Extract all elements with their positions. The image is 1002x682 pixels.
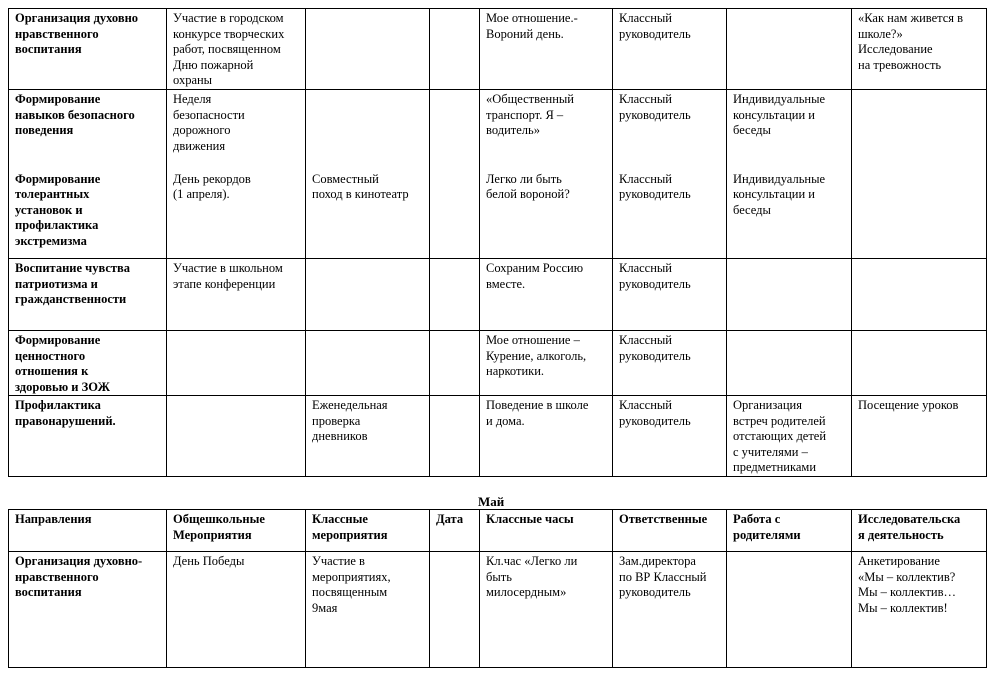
- cell-text-line: отношения к: [15, 364, 89, 378]
- cell-date: [430, 259, 480, 331]
- cell-text-line: воспитания: [15, 585, 82, 599]
- cell-research: [852, 396, 987, 477]
- cell-text-line: патриотизма и: [15, 276, 98, 291]
- header-date: [430, 510, 480, 552]
- cell-parents: [727, 259, 852, 331]
- cell-text-line: Формирование: [15, 333, 101, 347]
- cell-research: [852, 552, 987, 668]
- cell-text-line: белой вороной?: [486, 187, 570, 201]
- cell-text-line: школе?»: [858, 26, 903, 41]
- cell-text-line: Классный: [619, 261, 672, 275]
- cell-responsible: [613, 331, 727, 396]
- cell-class-events: [306, 170, 430, 259]
- cell-text-line: этапе конференции: [173, 276, 276, 291]
- cell-text-line: Дню пожарной: [173, 57, 254, 72]
- cell-text-line: руководитель: [619, 413, 691, 428]
- header-parents: [727, 510, 852, 552]
- cell-text-line: Классные: [312, 512, 368, 526]
- cell-text-line: Сохраним Россию: [486, 261, 584, 275]
- cell-text-line: Совместный: [312, 171, 379, 186]
- cell-class-events: [306, 552, 430, 668]
- cell-text-line: Организация: [733, 398, 802, 412]
- cell-school-events: [167, 552, 306, 668]
- plan-table-april: [8, 8, 987, 477]
- cell-text-line: Посещение уроков: [858, 398, 959, 412]
- cell-text-line: Направления: [15, 512, 92, 526]
- cell-text-line: ценностного: [15, 348, 86, 363]
- header-class-events: [306, 510, 430, 552]
- cell-text-line: наркотики.: [486, 364, 545, 378]
- cell-direction: [9, 9, 167, 90]
- cell-text-line: Легко ли быть: [486, 171, 562, 186]
- cell-class-events: [306, 331, 430, 396]
- cell-responsible: [613, 9, 727, 90]
- cell-text-line: проверка: [312, 413, 361, 428]
- cell-text-line: Общешкольные: [173, 512, 265, 526]
- cell-text-line: руководитель: [619, 276, 691, 291]
- cell-text-line: Профилактика: [15, 398, 101, 412]
- cell-text-line: беседы: [733, 202, 771, 217]
- cell-text-line: толерантных: [15, 187, 90, 201]
- cell-text-line: по ВР Классный: [619, 569, 707, 584]
- cell-school-events: [167, 90, 306, 170]
- cell-school-events: [167, 259, 306, 331]
- cell-text-line: Классный: [619, 92, 672, 106]
- cell-date: [430, 396, 480, 477]
- cell-text-line: Формирование: [15, 92, 101, 106]
- cell-date: [430, 9, 480, 90]
- cell-research: [852, 259, 987, 331]
- cell-text-line: (1 апреля).: [173, 187, 230, 201]
- cell-text-line: гражданственности: [15, 292, 127, 306]
- table-row: [9, 331, 987, 396]
- cell-direction: [9, 331, 167, 396]
- cell-parents: [727, 331, 852, 396]
- cell-text-line: посвященным: [312, 585, 388, 599]
- cell-text-line: водитель»: [486, 123, 540, 137]
- cell-responsible: [613, 552, 727, 668]
- plan-table-may: [8, 509, 987, 668]
- cell-text-line: установок и: [15, 202, 83, 217]
- cell-text-line: безопасности: [173, 107, 245, 122]
- cell-class-events: [306, 90, 430, 170]
- plan-table-april-body: [9, 9, 987, 477]
- plan-table-may-header: [9, 510, 987, 552]
- month-caption: Май: [478, 494, 505, 509]
- cell-text-line: конкурсе творческих: [173, 26, 285, 41]
- cell-text-line: Мы – коллектив…: [858, 585, 957, 599]
- cell-text-line: поведения: [15, 123, 74, 137]
- cell-text-line: руководитель: [619, 26, 691, 41]
- cell-class-events: [306, 259, 430, 331]
- cell-text-line: охраны: [173, 73, 213, 87]
- cell-class-hours: [480, 396, 613, 477]
- cell-text-line: Классный: [619, 171, 672, 186]
- cell-text-line: нравственного: [15, 26, 99, 41]
- cell-text-line: «Мы – коллектив?: [858, 569, 956, 584]
- header-direction: [9, 510, 167, 552]
- cell-text-line: Участие в: [312, 554, 365, 568]
- table-row: [9, 552, 987, 668]
- cell-direction: [9, 552, 167, 668]
- cell-text-line: мероприятия: [312, 527, 388, 542]
- cell-text-line: транспорт. Я –: [486, 107, 564, 122]
- cell-text-line: работ, посвященном: [173, 42, 281, 56]
- cell-text-line: с учителями –: [733, 444, 808, 459]
- header-responsible: [613, 510, 727, 552]
- cell-text-line: Участие в школьном: [173, 261, 283, 275]
- cell-research: [852, 331, 987, 396]
- cell-text-line: Ответственные: [619, 512, 708, 526]
- cell-text-line: Неделя: [173, 92, 212, 106]
- cell-text-line: Организация духовно: [15, 11, 139, 25]
- cell-text-line: нравственного: [15, 569, 99, 584]
- cell-school-events: [167, 170, 306, 259]
- cell-text-line: Участие в городском: [173, 11, 284, 25]
- plan-table-may-body: [9, 552, 987, 668]
- cell-class-events: [306, 396, 430, 477]
- cell-direction: [9, 396, 167, 477]
- cell-text-line: и дома.: [486, 413, 525, 428]
- cell-text-line: Вороний день.: [486, 26, 564, 41]
- cell-responsible: [613, 259, 727, 331]
- cell-date: [430, 331, 480, 396]
- cell-text-line: здоровью и ЗОЖ: [15, 379, 110, 394]
- cell-class-hours: [480, 90, 613, 170]
- cell-responsible: [613, 396, 727, 477]
- cell-text-line: Кл.час «Легко ли: [486, 554, 578, 568]
- cell-text-line: Мое отношение –: [486, 333, 580, 347]
- cell-text-line: мероприятиях,: [312, 569, 391, 584]
- cell-text-line: экстремизма: [15, 233, 87, 248]
- cell-school-events: [167, 9, 306, 90]
- cell-text-line: руководитель: [619, 107, 691, 122]
- cell-text-line: поход в кинотеатр: [312, 187, 409, 201]
- cell-text-line: Мое отношение.-: [486, 11, 578, 25]
- cell-responsible: [613, 90, 727, 170]
- cell-text-line: консультации и: [733, 107, 815, 122]
- cell-text-line: Еженедельная: [312, 398, 388, 412]
- cell-text-line: Курение, алкоголь,: [486, 348, 587, 363]
- cell-text-line: Классные часы: [486, 512, 574, 526]
- cell-direction: [9, 170, 167, 259]
- cell-text-line: на тревожность: [858, 57, 942, 72]
- cell-parents: [727, 170, 852, 259]
- cell-parents: [727, 552, 852, 668]
- cell-text-line: дорожного: [173, 123, 231, 137]
- cell-parents: [727, 90, 852, 170]
- cell-text-line: руководитель: [619, 348, 691, 363]
- cell-text-line: правонарушений.: [15, 413, 116, 428]
- header-row: [9, 510, 987, 552]
- cell-text-line: дневников: [312, 429, 368, 443]
- cell-text-line: Поведение в школе: [486, 398, 589, 412]
- header-research: [852, 510, 987, 552]
- cell-direction: [9, 259, 167, 331]
- cell-text-line: Мероприятия: [173, 527, 252, 542]
- cell-parents: [727, 9, 852, 90]
- cell-text-line: руководитель: [619, 187, 691, 201]
- cell-text-line: День Победы: [173, 554, 245, 568]
- cell-parents: [727, 396, 852, 477]
- table-row: [9, 9, 987, 90]
- cell-text-line: Зам.директора: [619, 554, 696, 568]
- cell-research: [852, 170, 987, 259]
- cell-text-line: руководитель: [619, 585, 691, 599]
- cell-class-hours: [480, 170, 613, 259]
- header-class-hours: [480, 510, 613, 552]
- cell-text-line: консультации и: [733, 187, 815, 201]
- cell-direction: [9, 90, 167, 170]
- cell-school-events: [167, 396, 306, 477]
- cell-text-line: профилактика: [15, 218, 99, 232]
- cell-class-hours: [480, 331, 613, 396]
- cell-text-line: 9мая: [312, 600, 338, 615]
- table-row: [9, 259, 987, 331]
- cell-text-line: я деятельность: [858, 527, 944, 542]
- cell-text-line: Работа с: [733, 512, 781, 526]
- header-school-events: [167, 510, 306, 552]
- cell-school-events: [167, 331, 306, 396]
- cell-text-line: «Общественный: [486, 92, 574, 106]
- cell-class-hours: [480, 552, 613, 668]
- cell-text-line: Дата: [436, 512, 464, 526]
- cell-text-line: Классный: [619, 333, 672, 347]
- cell-text-line: родителями: [733, 527, 801, 542]
- cell-text-line: Индивидуальные: [733, 171, 826, 186]
- cell-text-line: вместе.: [486, 276, 526, 291]
- cell-text-line: Формирование: [15, 171, 101, 186]
- cell-text-line: Воспитание чувства: [15, 261, 131, 275]
- cell-date: [430, 170, 480, 259]
- cell-text-line: Исследовательска: [858, 512, 961, 526]
- cell-class-hours: [480, 259, 613, 331]
- cell-text-line: Анкетирование: [858, 554, 940, 568]
- cell-text-line: «Как нам живется в: [858, 11, 964, 25]
- cell-text-line: навыков безопасного: [15, 107, 135, 122]
- cell-text-line: быть: [486, 569, 512, 584]
- table-row: [9, 170, 987, 259]
- cell-class-events: [306, 9, 430, 90]
- cell-class-hours: [480, 9, 613, 90]
- cell-text-line: Классный: [619, 11, 672, 25]
- cell-text-line: встреч родителей: [733, 413, 826, 428]
- cell-research: [852, 90, 987, 170]
- cell-text-line: отстающих детей: [733, 429, 827, 443]
- cell-text-line: беседы: [733, 123, 771, 137]
- cell-text-line: Мы – коллектив!: [858, 600, 948, 615]
- cell-text-line: Классный: [619, 398, 672, 412]
- cell-text-line: движения: [173, 138, 226, 153]
- cell-text-line: Организация духовно-: [15, 554, 143, 568]
- cell-text-line: День рекордов: [173, 171, 251, 186]
- cell-responsible: [613, 170, 727, 259]
- cell-text-line: милосердным»: [486, 585, 567, 599]
- cell-research: [852, 9, 987, 90]
- cell-text-line: Исследование: [858, 42, 933, 56]
- table-row: [9, 396, 987, 477]
- cell-date: [430, 552, 480, 668]
- cell-text-line: предметниками: [733, 460, 817, 474]
- cell-date: [430, 90, 480, 170]
- cell-text-line: воспитания: [15, 42, 82, 56]
- cell-text-line: Индивидуальные: [733, 92, 826, 106]
- table-row: [9, 90, 987, 170]
